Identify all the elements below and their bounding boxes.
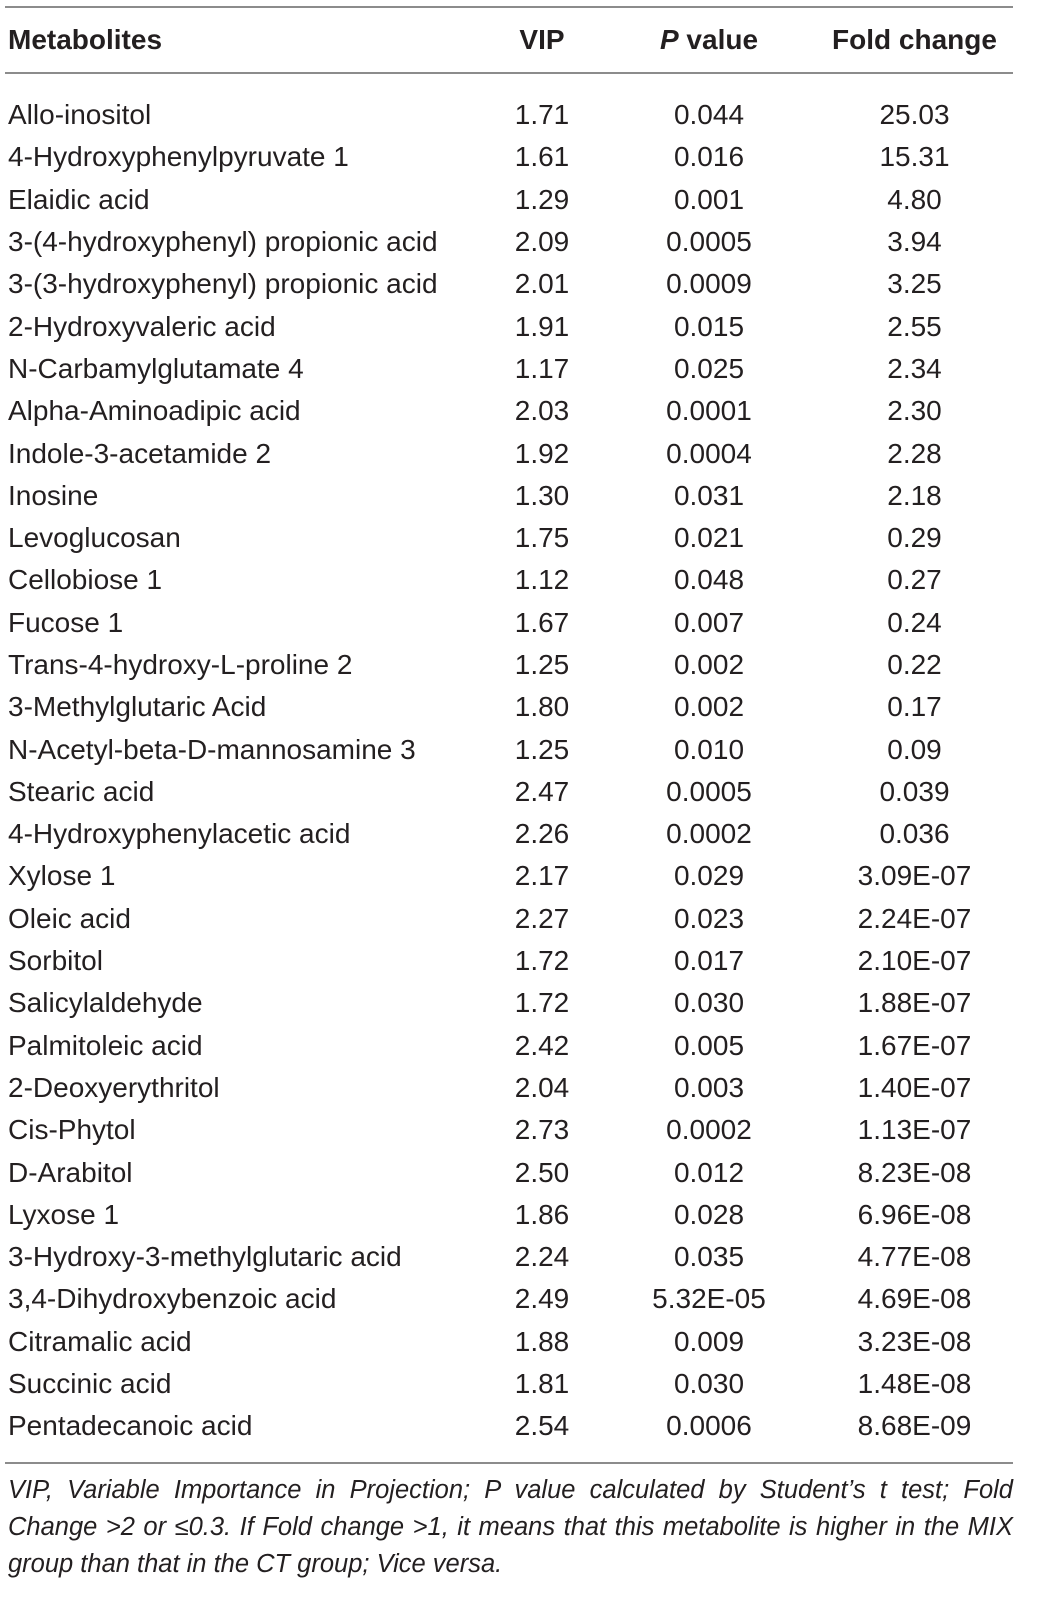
fold-change-cell: 3.25 <box>887 268 942 300</box>
p-value-cell: 0.005 <box>673 1029 745 1061</box>
vip-cell: 2.54 <box>514 1410 570 1442</box>
p-value-cell: 0.0002 <box>666 1114 752 1146</box>
vip-cell: 2.42 <box>514 1029 570 1061</box>
header-p-value <box>602 7 816 73</box>
metabolite-name-cell: Palmitoleic acid <box>8 1029 203 1061</box>
header-vip: VIP <box>519 24 565 55</box>
table-row <box>5 1067 1013 1109</box>
p-value-cell: 0.010 <box>673 733 745 765</box>
metabolite-name-cell: Levoglucosan <box>8 522 181 554</box>
metabolite-name-cell: Alpha-Aminoadipic acid <box>8 395 301 427</box>
metabolite-name-cell: Indole-3-acetamide 2 <box>8 437 272 469</box>
fold-change-cell: 0.22 <box>887 649 942 680</box>
vip-cell: 2.01 <box>514 268 570 300</box>
metabolite-name-cell: Stearic acid <box>8 775 155 807</box>
fold-change-cell: 0.17 <box>887 691 942 723</box>
table-row <box>5 982 1013 1024</box>
table-body <box>5 73 1013 1462</box>
metabolite-name-cell: Cis-Phytol <box>8 1114 136 1146</box>
table-row <box>5 559 1013 601</box>
p-value-cell: 0.0004 <box>666 437 752 469</box>
fold-change-cell: 15.31 <box>879 141 950 173</box>
p-value-cell: 0.0001 <box>666 395 752 427</box>
metabolite-name-cell: Citramalic acid <box>8 1325 192 1357</box>
metabolite-name-cell: 3,4-Dihydroxybenzoic acid <box>8 1283 337 1315</box>
vip-cell: 1.25 <box>514 733 570 765</box>
p-value-cell: 0.009 <box>673 1325 745 1357</box>
p-value-cell: 0.021 <box>673 522 745 554</box>
vip-cell: 2.27 <box>514 902 570 934</box>
fold-change-cell: 4.77E-08 <box>857 1241 972 1273</box>
metabolites-table <box>5 6 1013 1462</box>
p-value-cell: 0.007 <box>673 606 745 638</box>
metabolite-name-cell: Allo-inositol <box>8 99 152 131</box>
vip-cell: 2.09 <box>514 226 570 258</box>
header-row <box>5 7 1013 73</box>
metabolite-name-cell: Trans-4-hydroxy-L-proline 2 <box>8 649 353 680</box>
metabolite-name-cell: Lyxose 1 <box>8 1198 120 1230</box>
p-value-cell: 0.017 <box>673 945 745 977</box>
fold-change-cell: 3.09E-07 <box>857 860 972 892</box>
vip-cell: 1.12 <box>514 564 570 596</box>
metabolite-name-cell: 2-Deoxyerythritol <box>8 1071 220 1103</box>
vip-cell: 1.30 <box>514 479 570 511</box>
table-row <box>5 898 1013 940</box>
vip-cell: 2.50 <box>514 1156 570 1188</box>
vip-cell: 1.91 <box>514 310 570 342</box>
table-row <box>5 1236 1013 1278</box>
table-row <box>5 475 1013 517</box>
p-value-cell: 0.0002 <box>666 818 752 850</box>
p-value-cell: 0.001 <box>673 183 745 215</box>
metabolite-name-cell: Fucose 1 <box>8 606 124 638</box>
header-p-value-rest: value <box>678 24 759 55</box>
metabolite-name-cell: Sorbitol <box>8 945 103 977</box>
p-value-cell: 0.030 <box>673 987 745 1019</box>
vip-cell: 1.81 <box>514 1368 570 1400</box>
fold-change-cell: 8.23E-08 <box>857 1156 972 1188</box>
vip-cell: 1.86 <box>514 1198 570 1230</box>
p-value-cell: 0.031 <box>673 479 745 511</box>
p-value-cell: 0.002 <box>673 691 745 723</box>
p-value-cell: 0.035 <box>673 1241 745 1273</box>
fold-change-cell: 25.03 <box>879 99 950 131</box>
vip-cell: 2.03 <box>514 395 570 427</box>
metabolite-name-cell: N-Acetyl-beta-D-mannosamine 3 <box>8 733 416 765</box>
vip-cell: 1.75 <box>514 522 570 554</box>
vip-cell: 1.80 <box>514 691 570 723</box>
p-value-cell: 0.0006 <box>666 1410 752 1442</box>
table-row <box>5 602 1013 644</box>
vip-cell: 1.25 <box>514 649 570 680</box>
metabolite-name-cell: 3-Hydroxy-3-methylglutaric acid <box>8 1241 402 1273</box>
vip-cell: 1.72 <box>514 945 570 977</box>
p-value-cell: 0.015 <box>673 310 745 342</box>
p-value-cell: 5.32E-05 <box>652 1283 766 1315</box>
vip-cell: 2.47 <box>514 775 570 807</box>
table-row <box>5 1025 1013 1067</box>
vip-cell: 1.17 <box>514 352 570 384</box>
vip-cell: 2.04 <box>514 1071 570 1103</box>
table-row <box>5 940 1013 982</box>
metabolite-name-cell: Xylose 1 <box>8 860 116 892</box>
table-row <box>5 221 1013 263</box>
table-row <box>5 1405 1013 1461</box>
fold-change-cell: 2.55 <box>887 310 942 342</box>
table-row <box>5 136 1013 178</box>
fold-change-cell: 3.94 <box>887 226 942 258</box>
metabolite-name-cell: N-Carbamylglutamate 4 <box>8 352 304 384</box>
p-value-cell: 0.044 <box>673 99 745 131</box>
vip-cell: 1.29 <box>514 183 570 215</box>
table-row <box>5 1109 1013 1151</box>
p-value-cell: 0.003 <box>673 1071 745 1103</box>
vip-cell: 1.88 <box>514 1325 570 1357</box>
fold-change-cell: 0.09 <box>887 733 942 765</box>
table-row <box>5 728 1013 770</box>
metabolite-name-cell: Succinic acid <box>8 1368 172 1400</box>
fold-change-cell: 2.24E-07 <box>857 902 972 934</box>
p-value-cell: 0.023 <box>673 902 745 934</box>
header-metabolites: Metabolites <box>8 24 163 55</box>
table-row <box>5 348 1013 390</box>
fold-change-cell: 1.13E-07 <box>857 1114 972 1146</box>
table-row <box>5 390 1013 432</box>
p-value-cell: 0.048 <box>673 564 745 596</box>
metabolite-name-cell: Oleic acid <box>8 902 131 934</box>
table-row <box>5 1278 1013 1320</box>
metabolite-name-cell: Elaidic acid <box>8 183 150 215</box>
metabolite-name-cell: 4-Hydroxyphenylacetic acid <box>8 818 351 850</box>
table-row <box>5 686 1013 728</box>
metabolite-name-cell: D-Arabitol <box>8 1156 133 1188</box>
vip-cell: 2.26 <box>514 818 570 850</box>
table-row <box>5 855 1013 897</box>
metabolite-name-cell: Inosine <box>8 479 99 511</box>
table-row <box>5 1321 1013 1363</box>
fold-change-cell: 2.34 <box>887 352 942 384</box>
p-value-cell: 0.016 <box>673 141 745 173</box>
p-value-cell: 0.0005 <box>666 226 752 258</box>
fold-change-cell: 1.88E-07 <box>857 987 972 1019</box>
metabolite-name-cell: Pentadecanoic acid <box>8 1410 253 1442</box>
table-row <box>5 73 1013 136</box>
metabolite-name-cell: 3-(4-hydroxyphenyl) propionic acid <box>8 226 438 258</box>
metabolite-name-cell: 4-Hydroxyphenylpyruvate 1 <box>8 141 349 173</box>
p-value-cell: 0.002 <box>673 649 745 680</box>
vip-cell: 1.61 <box>514 141 570 173</box>
metabolite-name-cell: 3-(3-hydroxyphenyl) propionic acid <box>8 268 438 300</box>
fold-change-cell: 2.10E-07 <box>857 945 972 977</box>
fold-change-cell: 2.30 <box>887 395 942 427</box>
vip-cell: 2.24 <box>514 1241 570 1273</box>
table-footnote: VIP, Variable Importance in Projection; P value calculated by Student’s t test; Fold Change >2 or ≤0.3. If Fold change >1, it means that this metabolite is higher in the MIX group than that in the CT group; Vice versa. <box>8 1475 1013 1578</box>
fold-change-cell: 8.68E-09 <box>857 1410 972 1442</box>
fold-change-cell: 2.28 <box>887 437 942 469</box>
fold-change-cell: 6.96E-08 <box>857 1198 972 1230</box>
vip-cell: 1.72 <box>514 987 570 1019</box>
fold-change-cell: 2.18 <box>887 479 942 511</box>
p-value-cell: 0.028 <box>673 1198 745 1230</box>
fold-change-cell: 4.69E-08 <box>857 1283 972 1315</box>
fold-change-cell: 1.40E-07 <box>857 1071 972 1103</box>
fold-change-cell: 3.23E-08 <box>857 1325 972 1357</box>
table-row <box>5 179 1013 221</box>
fold-change-cell: 0.24 <box>887 606 942 638</box>
vip-cell: 2.17 <box>514 860 570 892</box>
table-row <box>5 1151 1013 1193</box>
metabolite-name-cell: 3-Methylglutaric Acid <box>8 691 267 723</box>
table-header <box>5 7 1013 73</box>
table-row <box>5 263 1013 305</box>
table-row <box>5 813 1013 855</box>
metabolite-name-cell: Salicylaldehyde <box>8 987 203 1019</box>
metabolite-name-cell: 2-Hydroxyvaleric acid <box>8 310 276 342</box>
table-row <box>5 644 1013 686</box>
vip-cell: 1.71 <box>514 99 570 131</box>
vip-cell: 2.73 <box>514 1114 570 1146</box>
fold-change-cell: 0.27 <box>887 564 942 596</box>
vip-cell: 2.49 <box>514 1283 570 1315</box>
table-row <box>5 517 1013 559</box>
metabolite-name-cell: Cellobiose 1 <box>8 564 163 596</box>
table-row <box>5 1194 1013 1236</box>
p-value-cell: 0.030 <box>673 1368 745 1400</box>
p-value-cell: 0.012 <box>673 1156 745 1188</box>
p-value-cell: 0.025 <box>673 352 745 384</box>
header-fold-change: Fold change <box>832 24 997 55</box>
header-p-value-italic: P <box>659 24 679 55</box>
fold-change-cell: 0.036 <box>879 818 950 850</box>
table-row <box>5 771 1013 813</box>
p-value-cell: 0.0005 <box>666 775 752 807</box>
fold-change-cell: 0.039 <box>879 775 950 807</box>
fold-change-cell: 0.29 <box>887 522 942 554</box>
table-row <box>5 1363 1013 1405</box>
p-value-cell: 0.029 <box>673 860 745 892</box>
vip-cell: 1.67 <box>514 606 570 638</box>
fold-change-cell: 4.80 <box>887 183 942 215</box>
p-value-cell: 0.0009 <box>666 268 752 300</box>
fold-change-cell: 1.67E-07 <box>857 1029 972 1061</box>
vip-cell: 1.92 <box>514 437 570 469</box>
table-row <box>5 305 1013 347</box>
table-row <box>5 432 1013 474</box>
fold-change-cell: 1.48E-08 <box>857 1368 972 1400</box>
